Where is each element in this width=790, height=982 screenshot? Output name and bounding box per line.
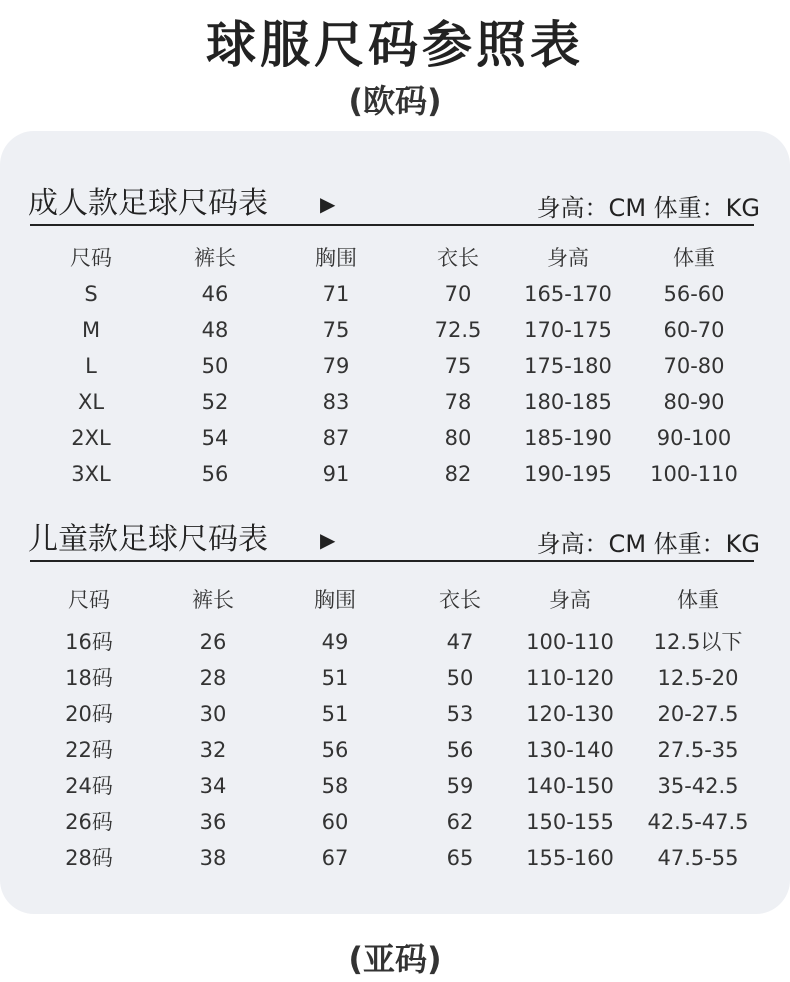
- table-cell: 24码: [65, 774, 113, 798]
- table-cell: XL: [77, 390, 105, 414]
- table-cell: 20-27.5: [657, 702, 739, 726]
- kids-divider: [30, 560, 754, 562]
- table-row: [0, 624, 790, 660]
- table-cell: 47.5-55: [657, 846, 739, 870]
- table-cell: 91: [322, 462, 350, 486]
- table-cell: 120-130: [526, 702, 614, 726]
- table-cell: 48: [201, 318, 229, 342]
- table-cell: 51: [321, 702, 349, 726]
- kids-units-label: 身高：CM 体重：KG: [536, 530, 760, 558]
- table-row: [0, 732, 790, 768]
- column-header: 尺码: [68, 588, 110, 612]
- table-cell: 22码: [65, 738, 113, 762]
- table-cell: 20码: [65, 702, 113, 726]
- table-cell: 75: [444, 354, 472, 378]
- column-header: 身高: [549, 588, 591, 612]
- table-cell: 47: [446, 630, 474, 654]
- table-cell: 185-190: [524, 426, 612, 450]
- table-cell: 16码: [65, 630, 113, 654]
- table-cell: L: [85, 354, 97, 378]
- table-cell: 70: [444, 282, 472, 306]
- table-cell: 42.5-47.5: [647, 810, 749, 834]
- column-header: 裤长: [192, 588, 234, 612]
- table-cell: 38: [199, 846, 227, 870]
- table-cell: 50: [201, 354, 229, 378]
- table-cell: 72.5: [434, 318, 482, 342]
- table-cell: 110-120: [526, 666, 614, 690]
- kids-section-header: [28, 520, 760, 560]
- table-row: [0, 804, 790, 840]
- table-cell: 83: [322, 390, 350, 414]
- table-cell: 165-170: [524, 282, 612, 306]
- page-subtitle: (欧码): [348, 82, 442, 120]
- table-cell: 28码: [65, 846, 113, 870]
- table-cell: 70-80: [663, 354, 725, 378]
- column-header: 尺码: [70, 246, 112, 270]
- table-cell: 80: [444, 426, 472, 450]
- table-cell: 82: [444, 462, 472, 486]
- table-row: [0, 312, 790, 348]
- table-cell: 80-90: [663, 390, 725, 414]
- table-cell: 100-110: [650, 462, 738, 486]
- adult-table-header-row: [0, 240, 790, 276]
- table-row: [0, 696, 790, 732]
- adult-section-title: 成人款足球尺码表: [28, 186, 268, 221]
- table-cell: 18码: [65, 666, 113, 690]
- adult-section-header: [28, 184, 760, 224]
- table-row: [0, 456, 790, 492]
- table-cell: 52: [201, 390, 229, 414]
- table-cell: 35-42.5: [657, 774, 739, 798]
- table-cell: 60-70: [663, 318, 725, 342]
- table-cell: 65: [446, 846, 474, 870]
- size-chart-card: [0, 131, 790, 914]
- table-cell: 28: [199, 666, 227, 690]
- column-header: 衣长: [439, 588, 481, 612]
- table-cell: 155-160: [526, 846, 614, 870]
- column-header: 胸围: [314, 588, 356, 612]
- column-header: 胸围: [315, 246, 357, 270]
- table-cell: 46: [201, 282, 229, 306]
- table-cell: 56-60: [663, 282, 725, 306]
- table-cell: 12.5-20: [657, 666, 739, 690]
- table-cell: 3XL: [71, 462, 111, 486]
- next-section-subtitle: (亚码): [348, 940, 442, 978]
- table-cell: 180-185: [524, 390, 612, 414]
- table-cell: 50: [446, 666, 474, 690]
- table-cell: 26码: [65, 810, 113, 834]
- table-row: [0, 276, 790, 312]
- kids-section-title: 儿童款足球尺码表: [28, 522, 268, 557]
- column-header: 裤长: [194, 246, 236, 270]
- table-cell: 150-155: [526, 810, 614, 834]
- table-cell: 130-140: [526, 738, 614, 762]
- table-cell: 56: [446, 738, 474, 762]
- table-cell: 27.5-35: [657, 738, 739, 762]
- table-cell: 78: [444, 390, 472, 414]
- table-cell: 54: [201, 426, 229, 450]
- table-cell: 175-180: [524, 354, 612, 378]
- table-cell: 36: [199, 810, 227, 834]
- table-cell: 87: [322, 426, 350, 450]
- table-cell: 12.5以下: [653, 630, 743, 654]
- next-section-subtitle-partial: [0, 936, 790, 978]
- table-cell: 32: [199, 738, 227, 762]
- table-cell: 75: [322, 318, 350, 342]
- table-cell: 30: [199, 702, 227, 726]
- table-cell: 190-195: [524, 462, 612, 486]
- column-header: 衣长: [437, 246, 479, 270]
- adult-units-label: 身高：CM 体重：KG: [536, 194, 760, 222]
- table-row: [0, 660, 790, 696]
- table-cell: 49: [321, 630, 349, 654]
- table-cell: 170-175: [524, 318, 612, 342]
- table-cell: 26: [199, 630, 227, 654]
- table-cell: 56: [201, 462, 229, 486]
- table-cell: 60: [321, 810, 349, 834]
- table-cell: 58: [321, 774, 349, 798]
- table-cell: 2XL: [71, 426, 111, 450]
- table-cell: 59: [446, 774, 474, 798]
- play-arrow-icon: ▶: [320, 528, 336, 552]
- table-row: [0, 840, 790, 876]
- page-title: 球服尺码参照表: [206, 16, 584, 74]
- table-cell: 90-100: [656, 426, 732, 450]
- table-cell: 140-150: [526, 774, 614, 798]
- table-row: [0, 420, 790, 456]
- adult-divider: [30, 224, 754, 226]
- table-row: [0, 348, 790, 384]
- table-cell: 62: [446, 810, 474, 834]
- table-cell: 34: [199, 774, 227, 798]
- table-cell: 71: [322, 282, 350, 306]
- column-header: 身高: [547, 246, 589, 270]
- table-cell: 67: [321, 846, 349, 870]
- table-cell: 51: [321, 666, 349, 690]
- table-cell: 53: [446, 702, 474, 726]
- play-arrow-icon: ▶: [320, 192, 336, 216]
- table-cell: S: [84, 282, 98, 306]
- column-header: 体重: [673, 246, 715, 270]
- table-row: [0, 384, 790, 420]
- table-cell: 79: [322, 354, 350, 378]
- kids-table-header-row: [0, 582, 790, 618]
- table-cell: M: [81, 318, 101, 342]
- table-row: [0, 768, 790, 804]
- table-cell: 56: [321, 738, 349, 762]
- column-header: 体重: [677, 588, 719, 612]
- table-cell: 100-110: [526, 630, 614, 654]
